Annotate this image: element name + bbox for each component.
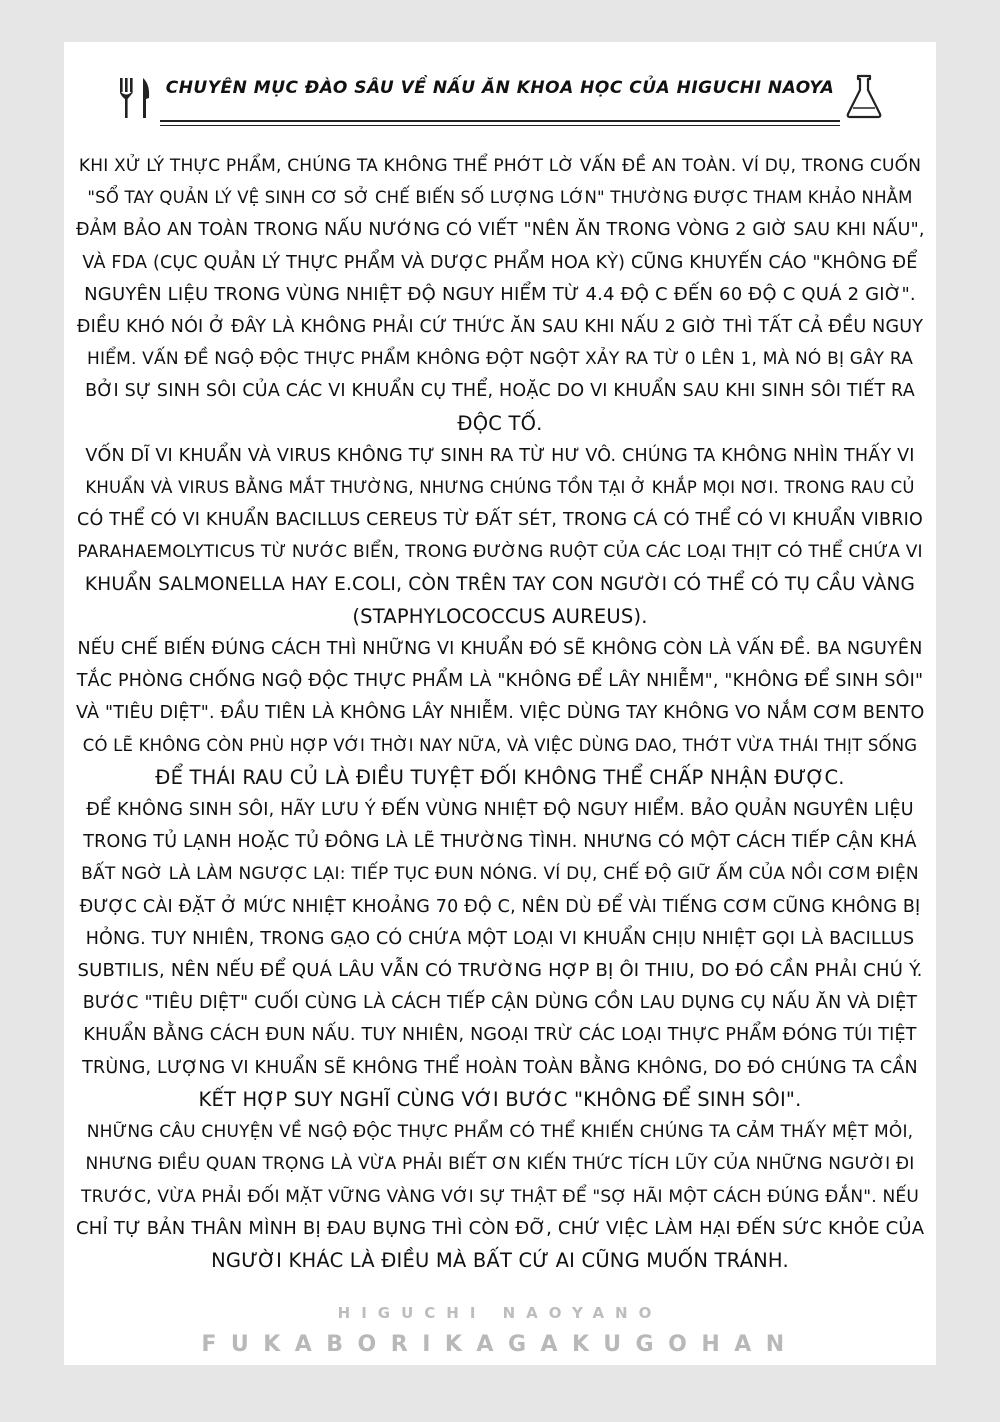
header-rule [160,120,840,122]
text-line: CHỈ TỰ BẢN THÂN MÌNH BỊ ĐAU BỤNG THÌ CÒN ĐỠ, CHỨ VIỆC LÀM HẠI ĐẾN SỨC KHỎE CỦA [76,1217,925,1239]
text-line: VỐN DĨ VI KHUẨN VÀ VIRUS KHÔNG TỰ SINH RA TỪ HƯ VÔ. CHÚNG TA KHÔNG NHÌN THẤY VI [85,445,915,466]
text-line: PARAHAEMOLYTICUS TỪ NƯỚC BIỂN, TRONG ĐƯỜNG RUỘT CỦA CÁC LOẠI THỊT CÓ THỂ CHỨA VI [77,542,923,563]
text-line: SUBTILIS, NÊN NẾU ĐỂ QUÁ LÂU VẪN CÓ TRƯỜNG HỢP BỊ ÔI THIU, DO ĐÓ CẦN PHẢI CHÚ Ý. [77,960,923,982]
text-line: NHỮNG CÂU CHUYỆN VỀ NGỘ ĐỘC THỰC PHẨM CÓ THỂ KHIẾN CHÚNG TA CẢM THẤY MỆT MỎI, [86,1122,914,1143]
text-line: TRƯỚC, VỪA PHẢI ĐỐI MẶT VỮNG VÀNG VỚI SỰ THẬT ĐỂ "SỢ HÃI MỘT CÁCH ĐÚNG ĐẮN". NẾU [80,1186,919,1207]
text-line: NGUYÊN LIỆU TRONG VÙNG NHIỆT ĐỘ NGUY HIỂM TỪ 4.4 ĐỘ C ĐẾN 60 ĐỘ C QUÁ 2 GIỜ". [84,283,916,305]
article-body [76,150,924,1277]
text-line: KHUẨN BẰNG CÁCH ĐUN NẤU. TUY NHIÊN, NGOẠI TRỪ CÁC LOẠI THỰC PHẨM ĐÓNG TÚI TIỆT [83,1025,917,1046]
text-line: ĐƯỢC CÀI ĐẶT Ở MỨC NHIỆT KHOẢNG 70 ĐỘ C, NÊN DÙ ĐỂ VÀI TIẾNG CƠM CŨNG KHÔNG BỊ [79,896,921,917]
footer-series: FUKABORIKAGAKUGOHAN [201,1332,799,1357]
column-header [112,68,888,128]
page [64,42,936,1365]
header-rule-thin [160,125,840,126]
text-line: (STAPHYLOCOCCUS AUREUS). [352,604,648,628]
text-line: ĐỂ KHÔNG SINH SÔI, HÃY LƯU Ý ĐẾN VÙNG NHIỆT ĐỘ NGUY HIỂM. BẢO QUẢN NGUYÊN LIỆU [86,800,914,821]
text-line: KHUẨN SALMONELLA HAY E.COLI, CÒN TRÊN TAY CON NGƯỜI CÓ THỂ CÓ TỤ CẦU VÀNG [84,573,916,595]
text-line: VÀ FDA (CỤC QUẢN LÝ THỰC PHẨM VÀ DƯỢC PHẨM HOA KỲ) CŨNG KHUYẾN CÁO "KHÔNG ĐỂ [82,252,918,273]
text-line: CÓ LẼ KHÔNG CÒN PHÙ HỢP VỚI THỜI NAY NỮA, VÀ VIỆC DÙNG DAO, THỚT VỪA THÁI THỊT SỐNG [82,735,918,755]
fork-knife-icon [116,74,156,120]
text-line: BỞI SỰ SINH SÔI CỦA CÁC VI KHUẨN CỤ THỂ, HOẶC DO VI KHUẨN SAU KHI SINH SÔI TIẾT RA [85,381,915,402]
text-line: HỎNG. TUY NHIÊN, TRONG GẠO CÓ CHỨA MỘT LOẠI VI KHUẨN CHỊU NHIỆT GỌI LÀ BACILLUS [85,928,915,949]
text-line: NẾU CHẾ BIẾN ĐÚNG CÁCH THÌ NHỮNG VI KHUẨN ĐÓ SẼ KHÔNG CÒN LÀ VẤN ĐỀ. BA NGUYÊN [77,639,923,660]
text-line: "SỔ TAY QUẢN LÝ VỆ SINH CƠ SỞ CHẾ BIẾN SỐ LƯỢNG LỚN" THƯỜNG ĐƯỢC THAM KHẢO NHẰM [87,188,913,208]
text-line: CÓ THỂ CÓ VI KHUẨN BACILLUS CEREUS TỪ ĐẤT SÉT, TRONG CÁ CÓ THỂ CÓ VI KHUẨN VIBRIO [77,510,923,531]
text-line: TRONG TỦ LẠNH HOẶC TỦ ĐÔNG LÀ LẼ THƯỜNG TÌNH. NHƯNG CÓ MỘT CÁCH TIẾP CẬN KHÁ [83,832,917,853]
text-line: HIỂM. VẤN ĐỀ NGỘ ĐỘC THỰC PHẨM KHÔNG ĐỘT NGỘT XẢY RA TỪ 0 LÊN 1, MÀ NÓ BỊ GÂY RA [86,349,914,370]
text-line: ĐỂ THÁI RAU CỦ LÀ ĐIỀU TUYỆT ĐỐI KHÔNG THỂ CHẤP NHẬN ĐƯỢC. [155,765,845,789]
text-line: ĐẢM BẢO AN TOÀN TRONG NẤU NƯỚNG CÓ VIẾT "NÊN ĂN TRONG VÒNG 2 GIỜ SAU KHI NẤU", [76,220,925,241]
text-line: NHƯNG ĐIỀU QUAN TRỌNG LÀ VỪA PHẢI BIẾT ƠN KIẾN THỨC TÍCH LŨY CỦA NHỮNG NGƯỜI ĐI [85,1154,915,1175]
text-line: TẮC PHÒNG CHỐNG NGỘ ĐỘC THỰC PHẨM LÀ "KHÔNG ĐỂ LÂY NHIỄM", "KHÔNG ĐỂ SINH SÔI" [76,671,924,692]
text-line: BẤT NGỜ LÀ LÀM NGƯỢC LẠI: TIẾP TỤC ĐUN NÓNG. VÍ DỤ, CHẾ ĐỘ GIỮ ẤM CỦA NỒI CƠM ĐIỆN [81,864,919,885]
text-line: KHUẨN VÀ VIRUS BẰNG MẮT THƯỜNG, NHƯNG CHÚNG TỒN TẠI Ở KHẮP MỌI NƠI. TRONG RAU CỦ [85,478,915,498]
text-line: KHI XỬ LÝ THỰC PHẨM, CHÚNG TA KHÔNG THỂ PHỚT LỜ VẤN ĐỀ AN TOÀN. VÍ DỤ, TRONG CUỐN [78,156,922,176]
text-line: NGƯỜI KHÁC LÀ ĐIỀU MÀ BẤT CỨ AI CŨNG MUỐN TRÁNH. [211,1248,789,1272]
text-line: TRÙNG, LƯỢNG VI KHUẨN SẼ KHÔNG THỂ HOÀN TOÀN BẰNG KHÔNG, DO ĐÓ CHÚNG TA CẦN [82,1057,918,1078]
text-line: ĐỘC TỐ. [457,411,543,435]
flask-icon [844,72,884,120]
text-line: BƯỚC "TIÊU DIỆT" CUỐI CÙNG LÀ CÁCH TIẾP CẬN DÙNG CỒN LAU DỤNG CỤ NẤU ĂN VÀ DIỆT [82,993,918,1014]
text-line: ĐIỀU KHÓ NÓI Ở ĐÂY LÀ KHÔNG PHẢI CỨ THỨC ĂN SAU KHI NẤU 2 GIỜ THÌ TẤT CẢ ĐỀU NGUY [76,317,924,338]
text-line: VÀ "TIÊU DIỆT". ĐẦU TIÊN LÀ KHÔNG LÂY NHIỄM. VIỆC DÙNG TAY KHÔNG VO NẮM CƠM BENTO [76,703,925,724]
text-line: KẾT HỢP SUY NGHĨ CÙNG VỚI BƯỚC "KHÔNG ĐỂ SINH SÔI". [198,1087,802,1111]
column-title: CHUYÊN MỤC ĐÀO SÂU VỀ NẤU ĂN KHOA HỌC CỦA HIGUCHI NAOYA [165,78,835,98]
footer-author: HIGUCHI NAOYANO [337,1304,663,1322]
